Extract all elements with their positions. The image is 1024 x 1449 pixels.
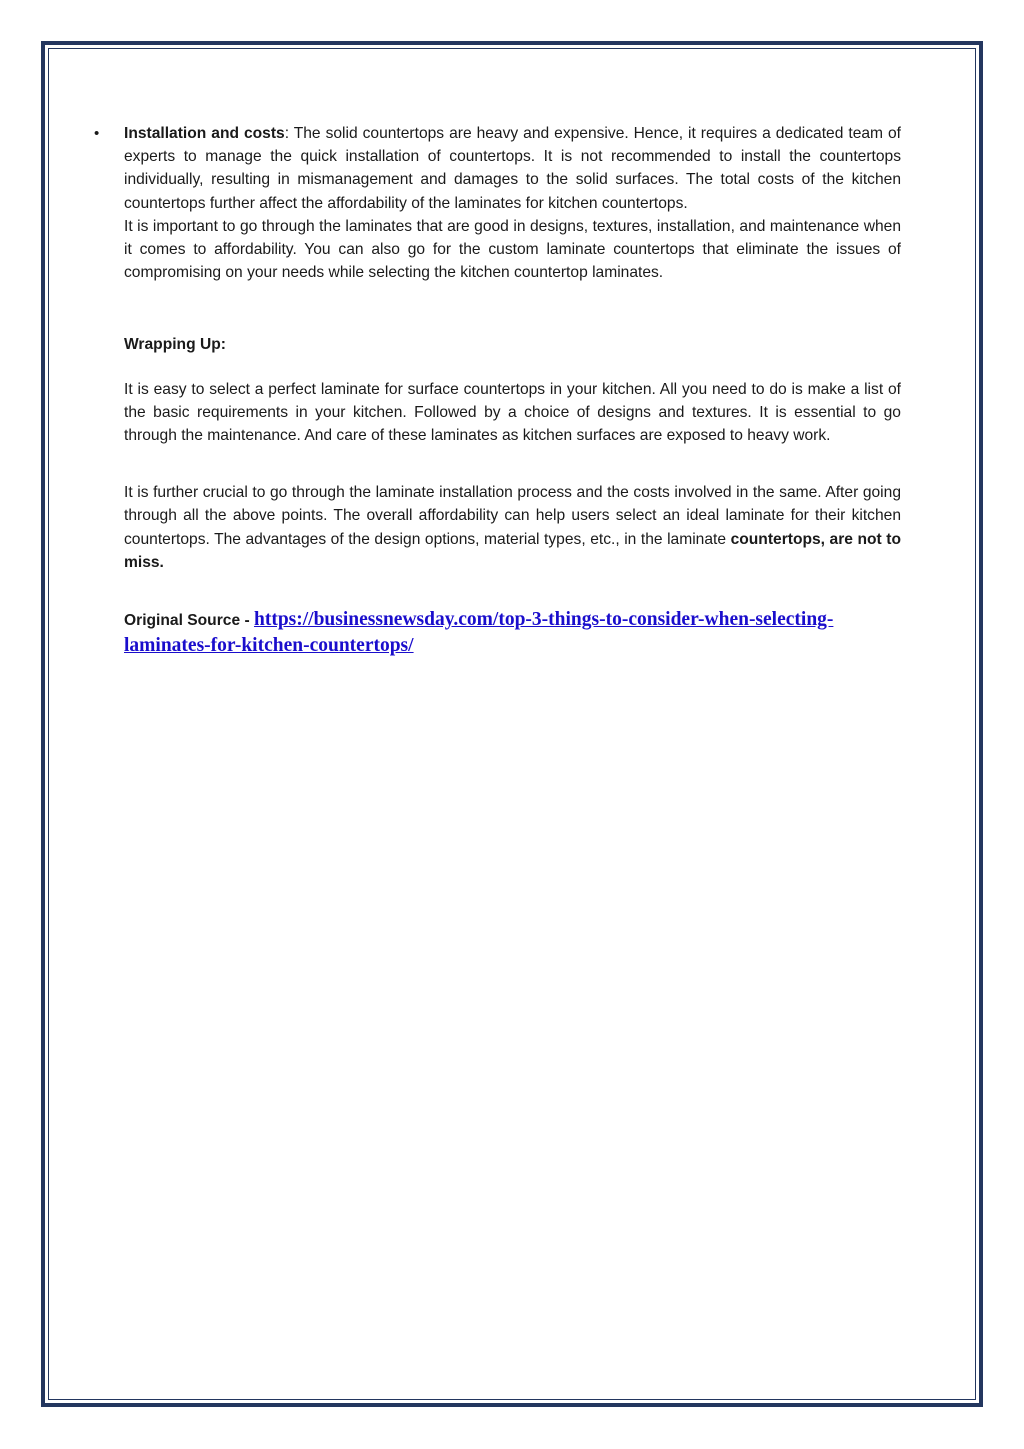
original-source-link[interactable]: https://businessnewsday.com/top-3-things-to-consider-when-selecting-laminates-for-kitchen-countertops/ (124, 609, 834, 657)
bullet-paragraph (124, 122, 901, 215)
bullet-text: : The solid countertops are heavy and expensive. Hence, it requires a dedicated team of experts to manage the quick installation of countertops. It is not recommended to install the countertops individually, resulting in mismanagement and damages to the solid surfaces. The total costs of the kitchen countertops further affect the affordability of the laminates for kitchen countertops. (124, 125, 901, 212)
document-body (94, 122, 901, 659)
bullet-title: Installation and costs (124, 125, 285, 142)
original-source (124, 607, 901, 659)
bullet-item-installation (94, 122, 901, 284)
bullet-icon: • (94, 125, 100, 142)
wrapping-up-paragraph-2 (124, 481, 901, 574)
bullet-followup-paragraph: It is important to go through the laminates that are good in designs, textures, installation, and maintenance when it comes to affordability. You can also go for the custom laminate countertops that eliminate the issues of compromising on your needs while selecting the kitchen countertop laminates. (124, 217, 901, 282)
original-source-label: Original Source - (124, 612, 254, 630)
wrapping-up-paragraph-1: It is easy to select a perfect laminate for surface countertops in your kitchen. All you need to do is make a list of the basic requirements in your kitchen. Followed by a choice of designs and textures. It is essential to go through the maintenance. And care of these laminates as kitchen surfaces are exposed to heavy work. (124, 380, 901, 445)
wrapping-up-paragraph-2-text: It is further crucial to go through the laminate installation process and the costs involved in the same. After going through all the above points. The overall affordability can help users select an ideal laminate for their kitchen countertops. The advantages of the design options, material types, etc., in the laminate (124, 484, 901, 548)
wrapping-up-heading: Wrapping Up: (124, 336, 226, 354)
wrapping-up-paragraph-2-bold: countertops, are not to miss. (124, 530, 901, 571)
